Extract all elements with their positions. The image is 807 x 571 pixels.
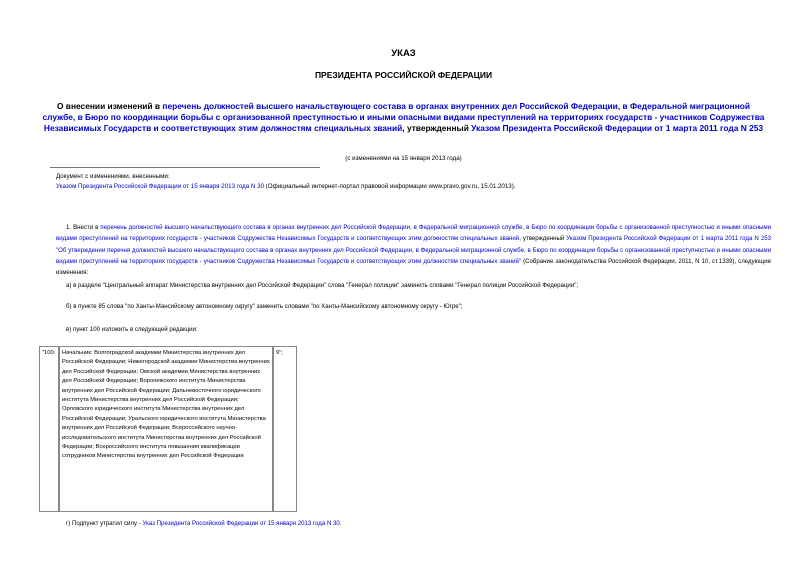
item-g-text: г) Подпункт утратил силу - bbox=[66, 520, 143, 527]
doc-changes-line bbox=[56, 183, 516, 190]
title-middle: , утвержденный bbox=[402, 123, 472, 134]
table-cell-positions: Начальник: Волгоградской академии Министерства внутренних дел Российской Федерации; Нижегородской академии Министерства внутренних дел Российской Федерации; Омской академии Министерства внутренних дел Российской Федерации; Воронежского института Министерства внутренних дел Российской Федерации; Дальневосточного юридического института Министерства внутренних дел Российской Федерации; Орловского юридического института Министерства внутренних дел Российской Федерации; Уральского юридического института Министерства внутренних дел Российской Федерации; Всероссийского научно-исследовательского института Министерства внутренних дел Российской Федерации; Всероссийского института повышения квалификации сотрудников Министерства внутренних дел Российской Федерации bbox=[59, 346, 273, 512]
doc-changes-label: Документ с изменениями, внесенными: bbox=[56, 173, 170, 180]
table-cell-rank: 9"; bbox=[273, 346, 297, 512]
decree-title bbox=[40, 101, 767, 135]
paragraph-1 bbox=[56, 222, 771, 278]
title-prefix: О внесении изменений в bbox=[56, 101, 163, 111]
item-g-end: . bbox=[339, 520, 342, 527]
amendment-note: (с изменениями на 15 января 2013 года) bbox=[345, 155, 462, 162]
item-a: а) в разделе "Центральный аппарат Министерства внутренних дел Российской Федерации" слова "Генерал полиции" заменить словами "Генерал полиции Российской Федерации"; bbox=[66, 282, 579, 289]
title-decree-link[interactable]: Указом Президента Российской Федерации от 1 марта 2011 года N 253 bbox=[471, 123, 764, 134]
decree-heading: УКАЗ bbox=[391, 48, 416, 59]
item-v: в) пункт 100 изложить в следующей редакции: bbox=[66, 326, 198, 333]
title-list-link[interactable]: перечень должностей высшего начальствующего состава в органах внутренних дел Российской Федерации, в Федеральной миграционной службе, в Бюро по координации борьбы с организованной преступностью и иными опасными видами преступлений на территориях государств - участников Содружества Независимых Государств и соответствующих этим должностям специальных званий bbox=[42, 101, 765, 134]
table-cell-number: "100. bbox=[39, 346, 59, 512]
paragraph-1-mid: , утвержденный bbox=[519, 235, 567, 243]
doc-changes-source: (Официальный интернет-портал правовой информации www.pravo.gov.ru, 15.01.2013). bbox=[264, 183, 516, 190]
doc-changes-link[interactable]: Указом Президента Российской Федерации от 15 января 2013 года N 30 bbox=[56, 183, 265, 190]
divider-line bbox=[50, 167, 320, 168]
item-g bbox=[66, 520, 342, 527]
paragraph-1-start: 1. Внести в bbox=[66, 224, 101, 231]
issuer-heading: ПРЕЗИДЕНТА РОССИЙСКОЙ ФЕДЕРАЦИИ bbox=[314, 70, 493, 80]
paragraph-1-end: (Собрание законодательства Российской Федерации, 2011, N 10, ст.1339), следующие изменения: bbox=[56, 257, 771, 277]
paragraph-1-list-link[interactable]: перечень должностей высшего начальствующего состава в органах внутренних дел Российской Федерации, в Федеральной миграционной службе, в Бюро по координации борьбы с организованной преступностью и иными опасными видами преступлений на территориях государств - участников Содружества Независимых Государств и соответствующих этим должностям специальных званий bbox=[56, 224, 771, 243]
item-b: б) в пункте 85 слова "по Ханты-Мансийскому автономному округу" заменить словами "по Ханты-Мансийскому автономному округу - Югре"; bbox=[66, 303, 463, 310]
paragraph-1-decree-link[interactable]: Указом Президента Российской Федерации от 1 марта 2011 года N 253 "Об утверждении перечня должностей высшего начальствующего состава в органах внутренних дел Российской Федерации, в Федеральной миграционной службе, в Бюро по координации борьбы с организованной преступностью и иными опасными видами преступлений на территориях государств - участников Содружества Независимых Государств и соответствующих этим должностям специальных званий" bbox=[56, 235, 771, 265]
item-g-link[interactable]: Указ Президента Российской Федерации от 15 января 2013 года N 30 bbox=[142, 520, 340, 527]
